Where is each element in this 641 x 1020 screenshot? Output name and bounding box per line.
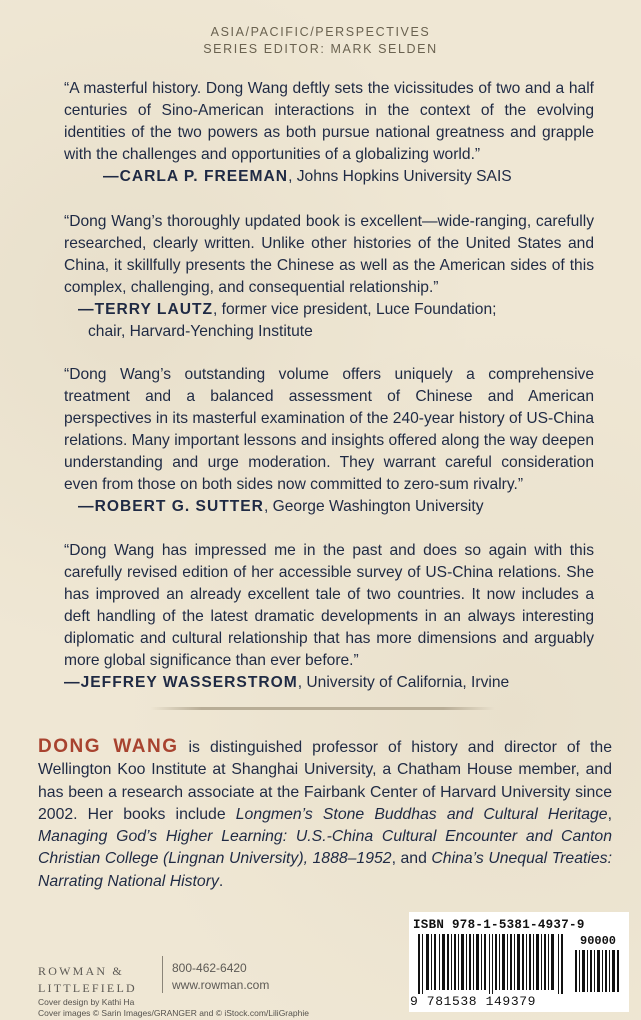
cover-image-credit: Cover images © Sarin Images/GRANGER and © iStock.com/LiliGraphie xyxy=(38,1008,309,1018)
bio-text-2: , xyxy=(607,805,612,823)
blurb-2-author: —TERRY LAUTZ xyxy=(78,301,214,318)
publisher-website: www.rowman.com xyxy=(172,978,270,992)
blurb-4-author: —JEFFREY WASSERSTROM xyxy=(64,674,298,691)
publisher-logo xyxy=(38,963,156,997)
bio-author-name: DONG WANG xyxy=(38,736,179,757)
series-editor: SERIES EDITOR: MARK SELDEN xyxy=(203,42,438,56)
publisher-name-line1: ROWMAN & xyxy=(38,964,124,978)
cover-credits xyxy=(38,997,309,1019)
blurb-2-text: “Dong Wang’s thoroughly updated book is excellent—wide-ranging, carefully researched, clearly written. Unlike other histories of the United States and China, it skillfully presents the Chinese as well as the American sides of this complex, challenging, and consequential relationship.” xyxy=(64,213,594,296)
blurb-4-text: “Dong Wang has impressed me in the past and does so again with this carefully revised edition of her accessible survey of US-China relations. She has improved an already excellent tale of two countries. It now includes a deft handling of the latest dramatic developments in an always interesting diplomatic and cultural relationship that has more dimensions and arguably more global significance than ever before.” xyxy=(64,542,594,669)
blurb-3-attribution xyxy=(78,496,484,518)
series-header xyxy=(0,24,641,58)
blurb-1-attribution xyxy=(103,166,512,188)
blurb-3-affiliation: , George Washington University xyxy=(263,498,484,515)
blurb-1-text: “A masterful history. Dong Wang deftly sets the vicissitudes of two and a half centuries of Sino-American interactions in the context of the evolving identities of the two powers as both pursue national greatness and grapple with the challenges and opportunities of a globalizing world.” xyxy=(64,80,594,163)
bio-book-2: Managing God’s Higher Learning: U.S.-China Cultural Encounter and Canton Christian College (Lingnan University), 1888–1952 xyxy=(38,828,612,868)
price-code: 90000 xyxy=(580,934,617,948)
publisher-contact xyxy=(172,960,269,994)
blurb-4-attribution xyxy=(64,672,509,694)
blurb-1-affiliation: , Johns Hopkins University SAIS xyxy=(288,168,512,185)
publisher-name-line2: LITTLEFIELD xyxy=(38,981,137,995)
blurb-2-affiliation: , former vice president, Luce Foundation; xyxy=(213,301,497,318)
barcode-price-bars xyxy=(575,950,620,992)
blurb-4-affiliation: , University of California, Irvine xyxy=(297,674,510,691)
series-title: ASIA/PACIFIC/PERSPECTIVES xyxy=(210,25,431,39)
section-divider xyxy=(150,707,495,710)
bio-text-3: , and xyxy=(391,850,432,868)
blurb-1-author: —CARLA P. FREEMAN xyxy=(103,168,289,185)
blurb-3-author: —ROBERT G. SUTTER xyxy=(78,498,264,515)
publisher-phone: 800-462-6420 xyxy=(172,961,247,975)
author-bio xyxy=(38,736,612,893)
bio-text-4: . xyxy=(218,872,224,890)
blurb-2-affiliation-line2: chair, Harvard-Yenching Institute xyxy=(88,323,313,340)
bio-book-3: China’s Unequal Treaties: Narrating National History xyxy=(38,850,612,890)
blurb-3-text: “Dong Wang’s outstanding volume offers uniquely a comprehensive treatment and a balanced assessment of Chinese and American perspectives in its masterful examination of the 240-year history of US-China relations. Many important lessons and insights offered along the way deepen understanding and urge moderation. They warrant careful consideration even from those on both sides now committed to zero-sum rivalry.” xyxy=(64,366,594,493)
bio-text-1: is distinguished professor of history and director of the Wellington Koo Institute at Shanghai University, a Chatham House member, and has been a research associate at the Fairbank Center of Harvard University since 2002. Her books include xyxy=(38,739,612,823)
barcode-digits: 9 781538 149379 xyxy=(410,994,537,1009)
barcode-ean-bars xyxy=(418,934,568,994)
bio-book-1: Longmen’s Stone Buddhas and Cultural Heritage xyxy=(235,805,608,823)
cover-design-credit: Cover design by Kathi Ha xyxy=(38,997,135,1007)
publisher-divider xyxy=(162,956,163,993)
blurb-2-attribution xyxy=(78,299,496,321)
isbn-text: ISBN 978-1-5381-4937-9 xyxy=(413,918,585,932)
